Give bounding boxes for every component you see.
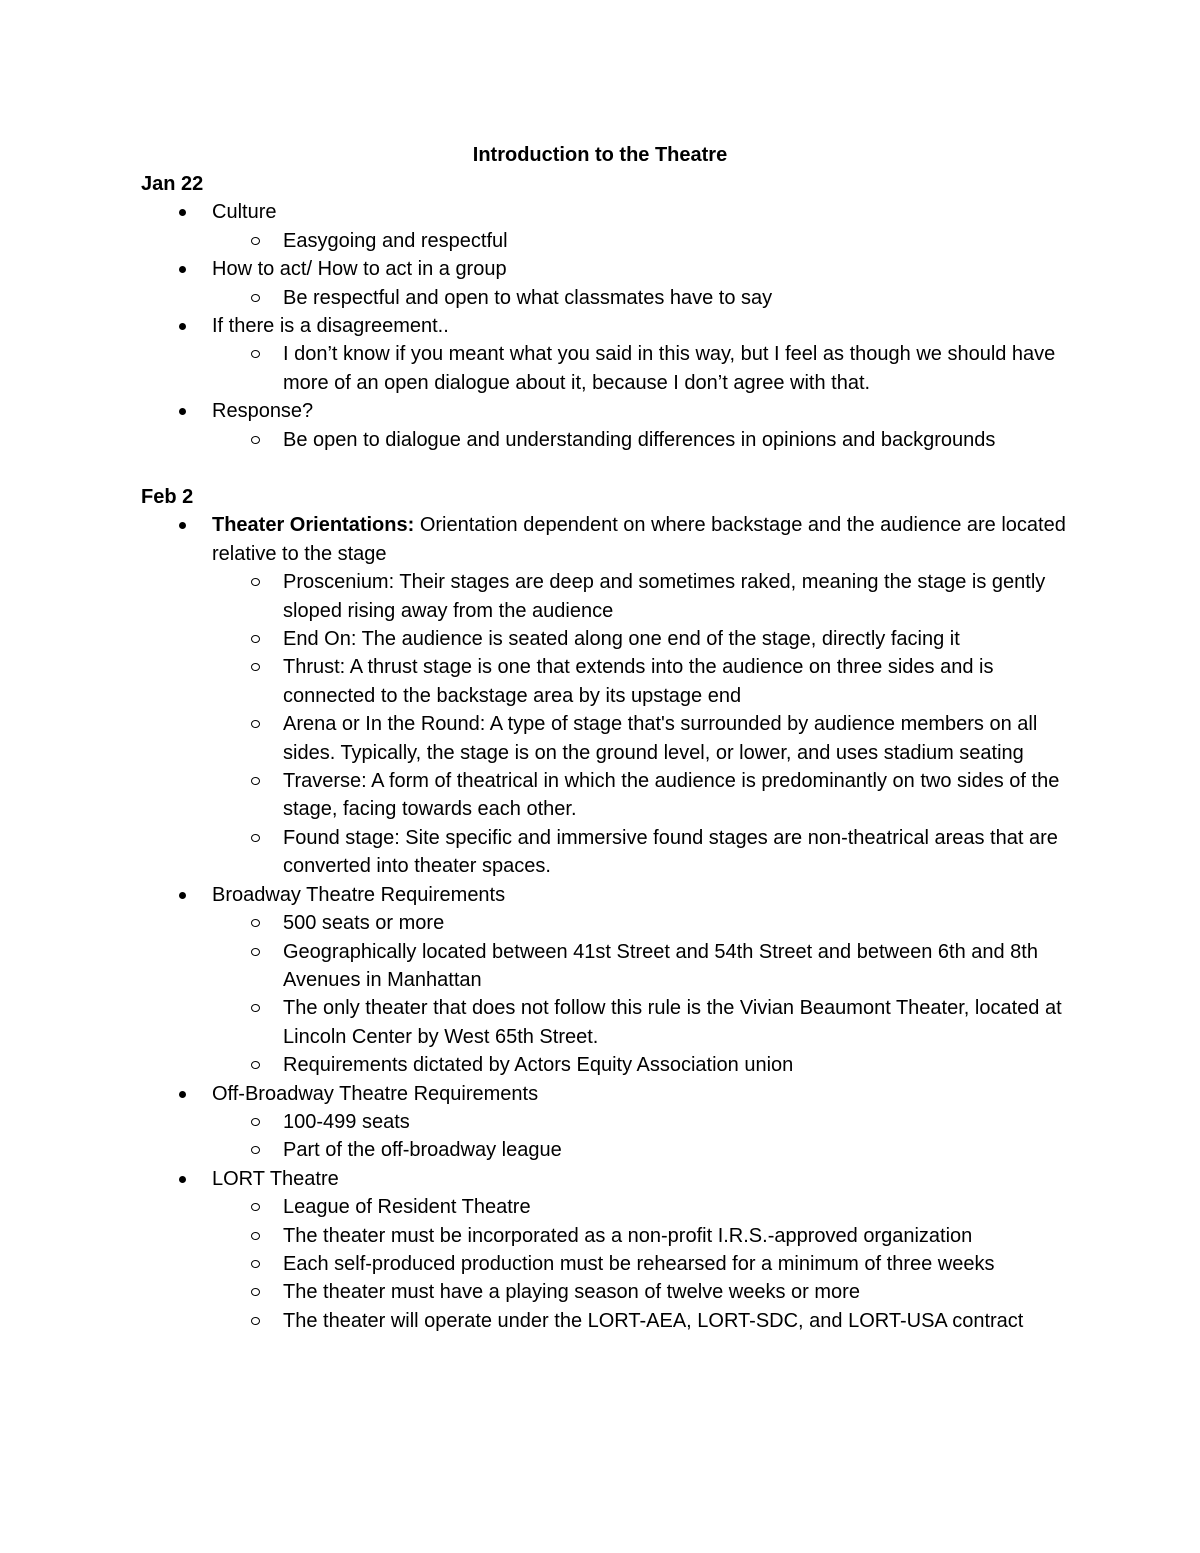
filled-bullet-icon (179, 266, 186, 273)
sub-list-item (212, 824, 1081, 881)
sub-list-item (212, 767, 1081, 824)
sub-list-item-text: Arena or In the Round: A type of stage that's surrounded by audience members on all sides. Typically, the stage is on the ground level, or lower, and uses stadium seating (283, 713, 1038, 764)
filled-bullet-icon (179, 1091, 186, 1098)
hollow-bullet-icon (251, 1004, 260, 1012)
sub-list-item (212, 1051, 1081, 1079)
sub-list-item (212, 994, 1081, 1051)
sub-list (212, 426, 1081, 454)
sub-list-item-text: Thrust: A thrust stage is one that extends into the audience on three sides and is connected to the backstage area by its upstage end (283, 656, 994, 707)
section-feb-2 (141, 483, 1081, 1335)
sub-list-item (212, 938, 1081, 995)
sub-list-item-text: The theater must be incorporated as a non-profit I.R.S.-approved organization (283, 1224, 973, 1247)
sub-list-item-text: Found stage: Site specific and immersive found stages are non-theatrical areas that are converted into theater spaces. (283, 826, 1058, 878)
sub-list-item-text: Easygoing and respectful (283, 229, 508, 252)
hollow-bullet-icon (251, 578, 260, 586)
sub-list (212, 284, 1081, 312)
filled-bullet-icon (179, 1176, 186, 1183)
sub-list (212, 1108, 1081, 1165)
sub-list-item (212, 1278, 1081, 1306)
sub-list-item-text: League of Resident Theatre (283, 1196, 531, 1219)
sub-list (212, 1193, 1081, 1335)
jan-bullet-list (141, 198, 1081, 454)
filled-bullet-icon (179, 892, 186, 899)
sub-list-item-text: The only theater that does not follow this rule is the Vivian Beaumont Theater, located at Lincoln Center by West 65th Street. (283, 997, 1062, 1048)
hollow-bullet-icon (251, 1288, 260, 1296)
filled-bullet-icon (179, 323, 186, 330)
list-item-text: Response? (212, 400, 314, 423)
list-item-text: Off-Broadway Theatre Requirements (212, 1082, 539, 1105)
sub-list-item (212, 340, 1081, 397)
hollow-bullet-icon (251, 720, 260, 728)
hollow-bullet-icon (251, 1260, 260, 1268)
list-item-text: If there is a disagreement.. (212, 315, 449, 338)
sub-list-item-text: Geographically located between 41st Street and 54th Street and between 6th and 8th Avenues in Manhattan (283, 940, 1038, 991)
sub-list-item (212, 227, 1081, 255)
hollow-bullet-icon (251, 237, 260, 245)
hollow-bullet-icon (251, 834, 260, 842)
sub-list (212, 568, 1081, 880)
sub-list-item-text: The theater will operate under the LORT-AEA, LORT-SDC, and LORT-USA contract (283, 1309, 1024, 1332)
sub-list-item-text: Proscenium: Their stages are deep and sometimes raked, meaning the stage is gently sloped rising away from the audience (283, 571, 1046, 622)
hollow-bullet-icon (251, 663, 260, 671)
sub-list-item (212, 426, 1081, 454)
sub-list-item-text: 100-499 seats (283, 1110, 410, 1133)
filled-bullet-icon (179, 209, 186, 216)
hollow-bullet-icon (251, 919, 260, 927)
list-item-broadway (141, 881, 1081, 1080)
sub-list-item (212, 1193, 1081, 1221)
hollow-bullet-icon (251, 1203, 260, 1211)
list-item-theater-orientations (141, 511, 1081, 880)
sub-list-item-text: Be open to dialogue and understanding differences in opinions and backgrounds (283, 428, 996, 451)
hollow-bullet-icon (251, 436, 260, 444)
hollow-bullet-icon (251, 1118, 260, 1126)
hollow-bullet-icon (251, 1232, 260, 1240)
sub-list (212, 227, 1081, 255)
sub-list-item-text: 500 seats or more (283, 912, 445, 935)
sub-list-item-text: I don’t know if you meant what you said in this way, but I feel as though we should have more of an open dialogue about it, because I don’t agree with that. (283, 343, 1056, 394)
sub-list (212, 340, 1081, 397)
sub-list-item (212, 1108, 1081, 1136)
hollow-bullet-icon (251, 777, 260, 785)
page-title: Introduction to the Theatre (472, 144, 728, 166)
list-item-text: Broadway Theatre Requirements (212, 883, 506, 906)
list-item-off-broadway (141, 1080, 1081, 1165)
feb-bullet-list (141, 511, 1081, 1335)
hollow-bullet-icon (251, 350, 260, 358)
sub-list-item-text: Part of the off-broadway league (283, 1139, 562, 1162)
list-item-text: How to act/ How to act in a group (212, 258, 507, 281)
list-item (141, 312, 1081, 397)
sub-list-item (212, 710, 1081, 767)
sub-list-item (212, 909, 1081, 937)
list-item-text: Culture (212, 201, 277, 224)
sub-list-item (212, 284, 1081, 312)
list-item (141, 198, 1081, 255)
list-item-lort (141, 1165, 1081, 1335)
sub-list-item (212, 1250, 1081, 1278)
date-heading-jan-22: Jan 22 (141, 173, 204, 195)
hollow-bullet-icon (251, 1146, 260, 1154)
sub-list-item (212, 1136, 1081, 1164)
sub-list-item (212, 1307, 1081, 1335)
list-item (141, 255, 1081, 312)
sub-list-item-text: Traverse: A form of theatrical in which the audience is predominantly on two sides of the stage, facing towards each other. (283, 770, 1060, 821)
sub-list-item (212, 1222, 1081, 1250)
sub-list-item-text: Each self-produced production must be rehearsed for a minimum of three weeks (283, 1252, 995, 1275)
sub-list-item-text: Requirements dictated by Actors Equity Association union (283, 1054, 794, 1077)
list-item-text: LORT Theatre (212, 1167, 339, 1190)
sub-list-item (212, 625, 1081, 653)
hollow-bullet-icon (251, 1317, 260, 1325)
sub-list-item (212, 653, 1081, 710)
sub-list-item-text: End On: The audience is seated along one end of the stage, directly facing it (283, 628, 960, 651)
sub-list-item-text: The theater must have a playing season of twelve weeks or more (283, 1281, 860, 1304)
hollow-bullet-icon (251, 948, 260, 956)
hollow-bullet-icon (251, 635, 260, 643)
sub-list-item-text: Be respectful and open to what classmates have to say (283, 286, 773, 309)
section-jan-22 (141, 170, 1081, 454)
hollow-bullet-icon (251, 1061, 260, 1069)
orientations-label: Theater Orientations: (212, 514, 415, 537)
list-item (141, 397, 1081, 454)
sub-list (212, 909, 1081, 1079)
sub-list-item (212, 568, 1081, 625)
date-heading-feb-2: Feb 2 (141, 486, 194, 508)
orientations-description: Orientation dependent on where backstage and the audience are located relative to the stage (212, 514, 1066, 565)
filled-bullet-icon (179, 522, 186, 529)
hollow-bullet-icon (251, 294, 260, 302)
filled-bullet-icon (179, 408, 186, 415)
